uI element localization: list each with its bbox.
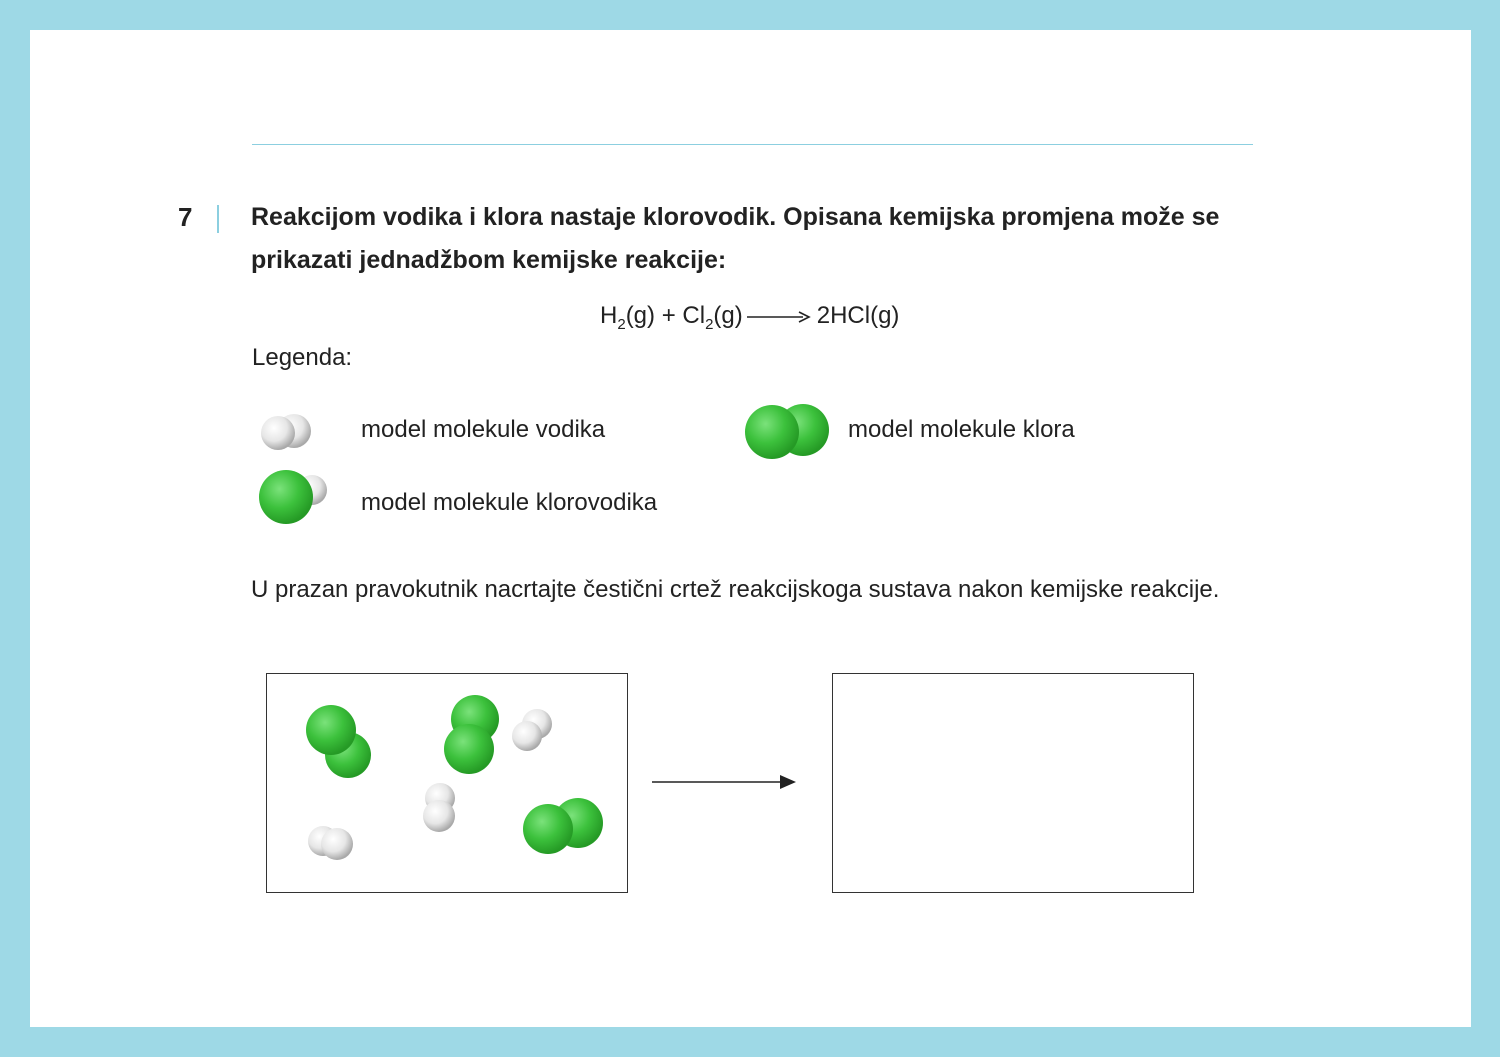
legend-item-hydrogen-chloride: model molekule klorovodika xyxy=(361,489,658,516)
equation-product: 2HCl(g) xyxy=(816,302,900,329)
equation-arrow-icon xyxy=(747,310,811,324)
equation-reactant1-sub: 2 xyxy=(617,315,626,333)
instruction-text: U prazan pravokutnik nacrtajte čestični crtež reakcijskoga sustava nakon kemijske reakcije. xyxy=(251,576,1220,603)
question-divider xyxy=(217,205,219,233)
chemical-equation xyxy=(600,302,899,333)
reaction-before-box xyxy=(266,673,628,893)
reaction-arrow-icon xyxy=(650,771,800,791)
hydrogen-chloride-molecule-icon xyxy=(256,465,332,527)
question-text: Reakcijom vodika i klora nastaje klorovodik. Opisana kemijska promjena može se prikazati jednadžbom kemijske reakcije: xyxy=(251,203,1220,274)
chlorine-molecule-icon xyxy=(441,692,501,778)
reaction-after-box[interactable] xyxy=(832,673,1194,893)
chlorine-molecule-icon xyxy=(518,794,606,858)
worksheet-page xyxy=(30,30,1471,1027)
equation-reactant1-state: (g) xyxy=(625,302,656,329)
hydrogen-molecule-icon xyxy=(417,780,461,836)
chlorine-molecule-icon xyxy=(303,700,377,784)
legend-label: Legenda: xyxy=(252,344,353,371)
chlorine-molecule-icon xyxy=(740,400,832,462)
legend-item-chlorine: model molekule klora xyxy=(848,416,1075,443)
equation-reactant2: Cl xyxy=(682,302,706,329)
question-number: 7 xyxy=(178,202,193,232)
equation-reactant2-state: (g) xyxy=(713,302,743,329)
equation-reactant1: H xyxy=(600,302,618,329)
hydrogen-molecule-icon xyxy=(507,704,559,756)
hydrogen-molecule-icon xyxy=(256,408,316,458)
hydrogen-molecule-icon xyxy=(303,820,359,866)
top-rule xyxy=(252,144,1253,145)
equation-reactant2-sub: 2 xyxy=(705,315,714,333)
equation-plus: + xyxy=(661,302,676,329)
legend-item-hydrogen: model molekule vodika xyxy=(361,416,606,443)
